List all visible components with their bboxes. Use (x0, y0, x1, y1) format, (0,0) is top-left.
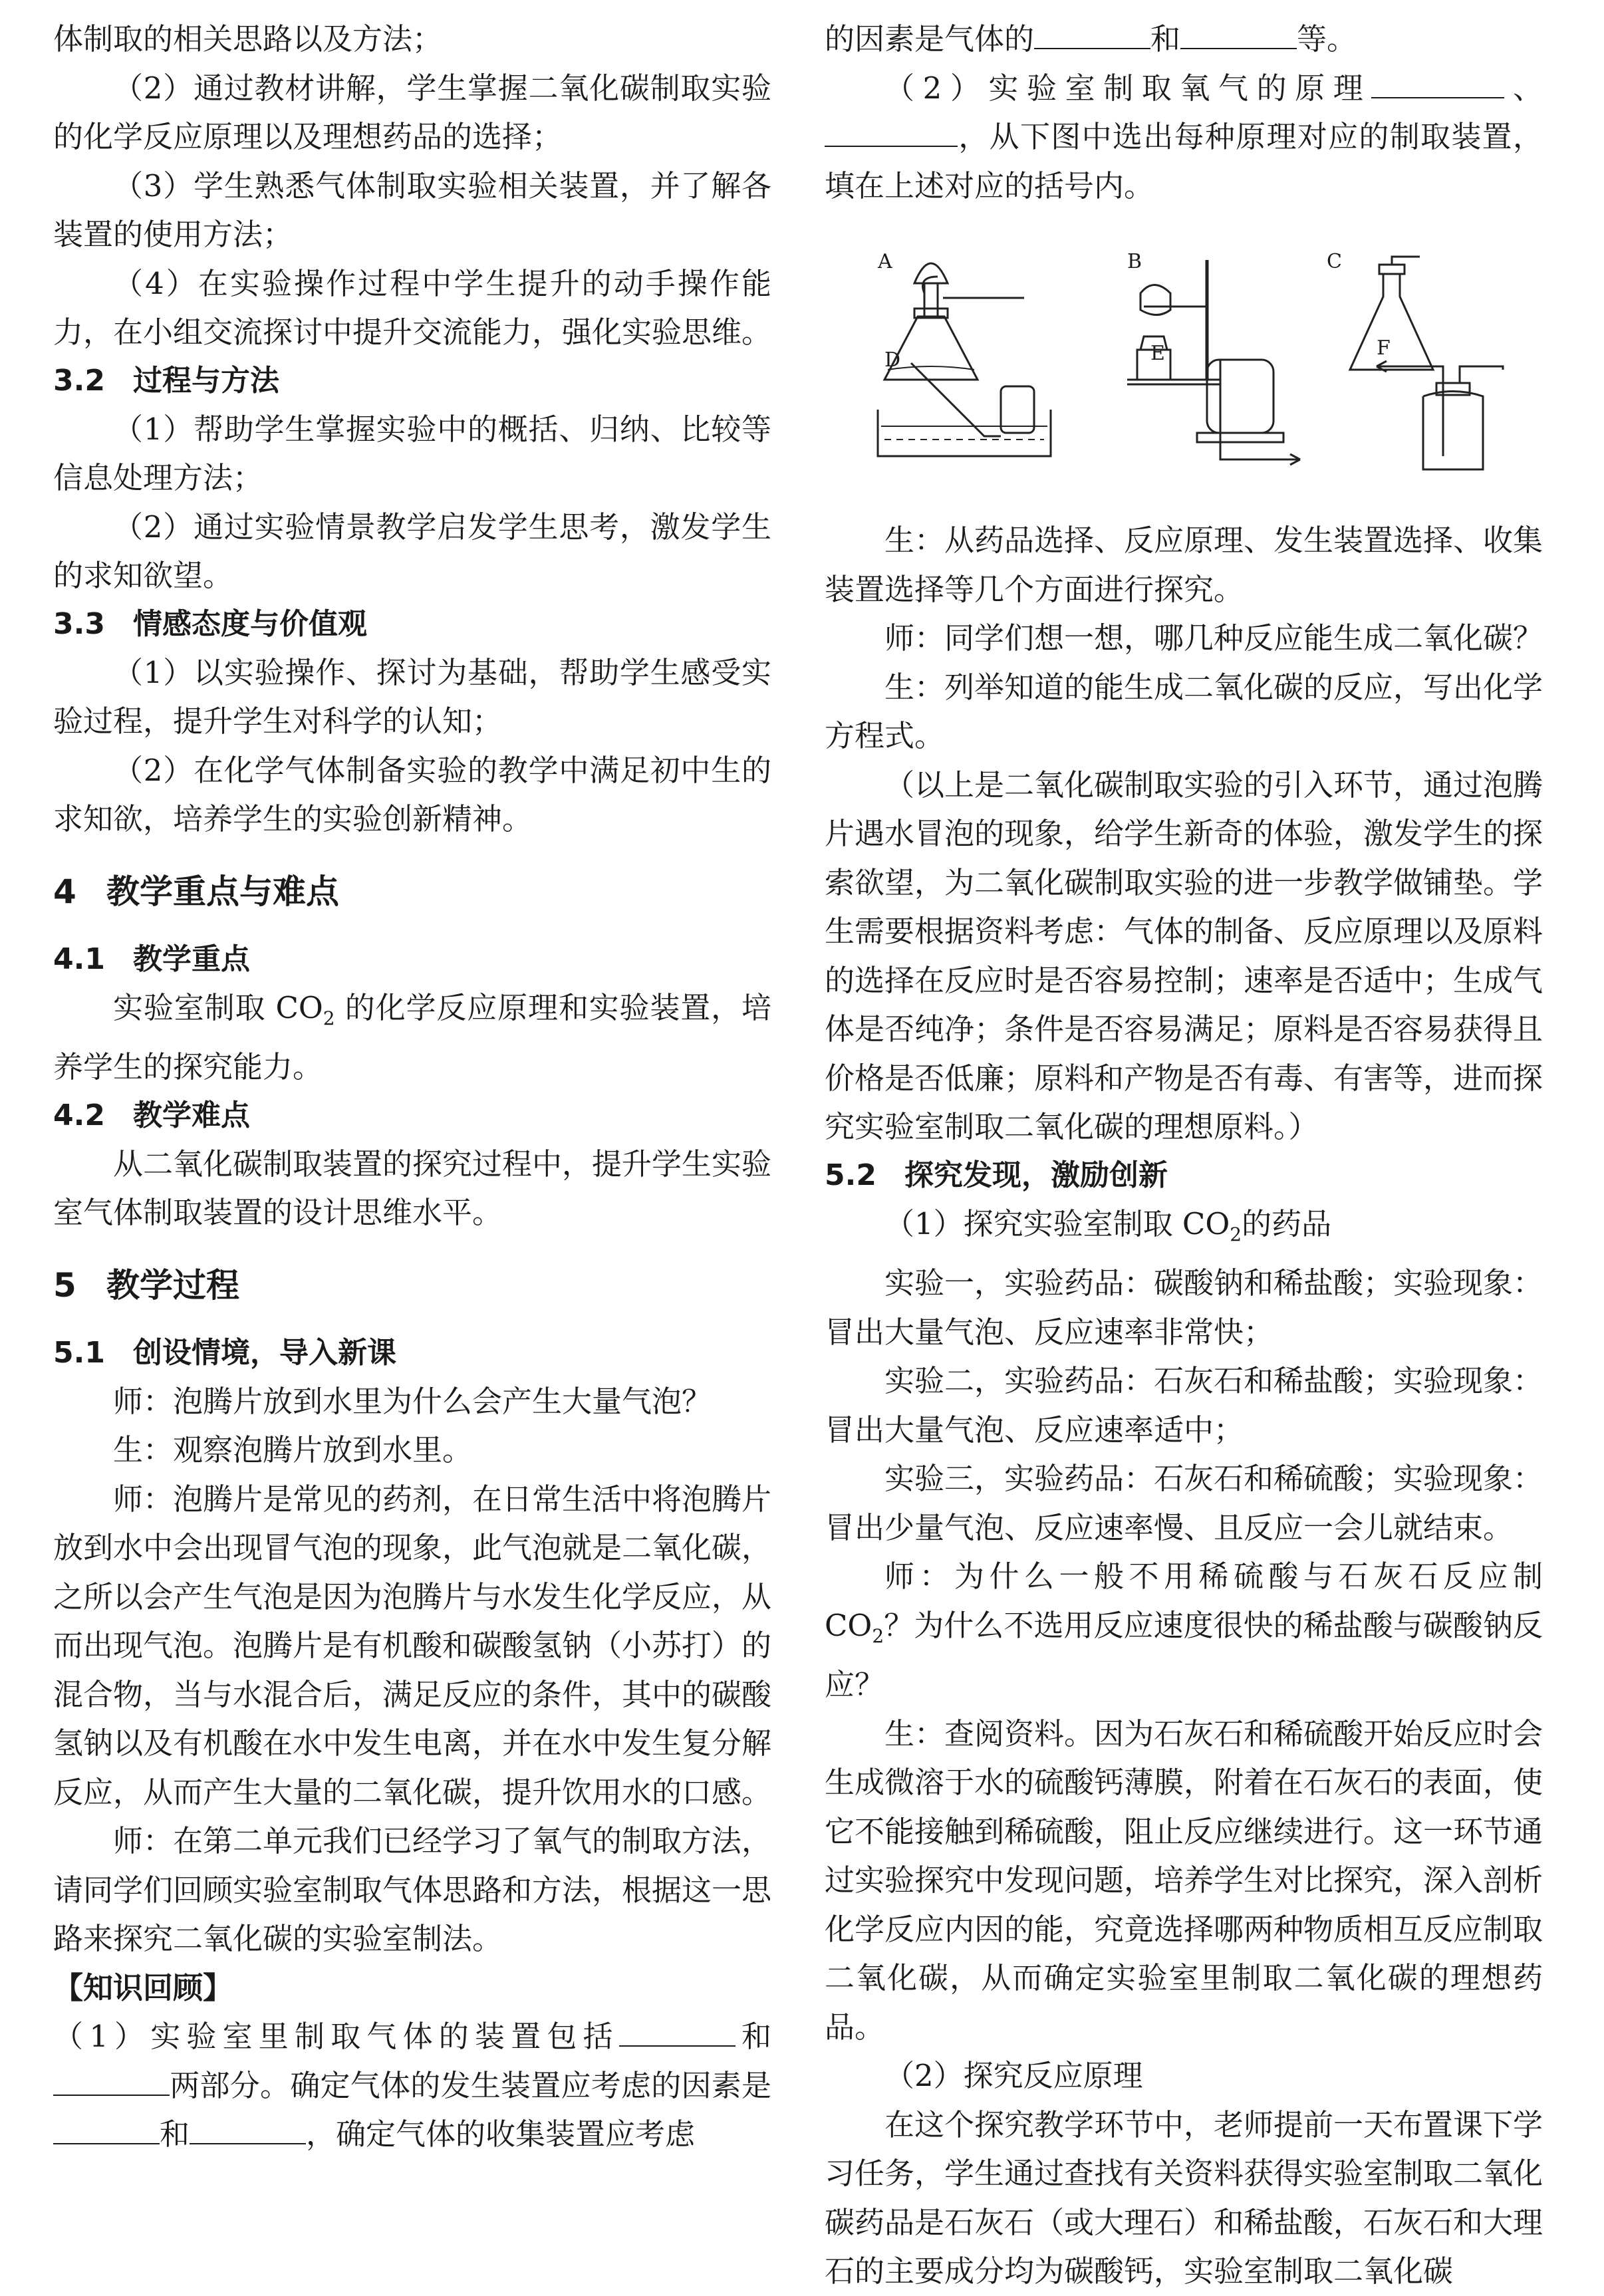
paragraph: （2）通过教材讲解，学生掌握二氧化碳制取实验的化学反应原理以及理想药品的选择； (53, 70, 771, 154)
figure-label-b: B (1127, 250, 1142, 273)
figure-label-c: C (1327, 250, 1342, 273)
paragraph: （3）学生熟悉气体制取实验相关装置，并了解各装置的使用方法； (53, 168, 771, 252)
paragraph: 师：泡腾片放到水里为什么会产生大量气泡？ (113, 1383, 712, 1419)
apparatus-d-icon (878, 363, 1051, 456)
paragraph: 师：同学们想一想，哪几种反应能生成二氧化碳？ (884, 620, 1543, 656)
paragraph: 从二氧化碳制取装置的探究过程中，提升学生实验室气体制取装置的设计思维水平。 (53, 1146, 772, 1230)
apparatus-drawing (825, 237, 1543, 503)
paragraph: 实验室制取 $CO_2$ 的化学反应原理和实验装置，培养学生的探究能力。 (53, 989, 771, 1084)
paragraph: 生：观察泡腾片放到水里。 (113, 1432, 473, 1467)
paragraph: （2）实验室制取氧气的原理 、，从下图中选出每种原理对应的制取装置，填在上述对应的括号内。 (825, 64, 1543, 211)
review-question-1: （1）实验室里制取气体的装置包括 和两部分。确定气体的发生装置应考虑的因素是和 ，确定气体的收集装置应考虑 (53, 2012, 771, 2159)
figure-label-e: E (1150, 342, 1165, 365)
paragraph: 实验三，实验药品：石灰石和稀硫酸；实验现象：冒出少量气泡、反应速率慢、且反应一会儿就结束。 (825, 1461, 1543, 1545)
paragraph: 体制取的相关思路以及方法； (53, 21, 443, 57)
paragraph: 生：查阅资料。因为石灰石和稀硫酸开始反应时会生成微溶于水的硫酸钙薄膜，附着在石灰石的表面，使它不能接触到稀硫酸，阻止反应继续进行。这一环节通过实验探究中发现问题，培养学生对比探究，深入剖析化学反应内因的能，究竟选择哪两种物质相互反应制取二氧化碳，从而确定实验室里制取二氧化碳的理想药品。 (825, 1716, 1543, 2045)
paragraph: 师：为什么一般不用稀硫酸与石灰石反应制 $CO_2$？为什么不选用反应速度很快的稀盐酸与碳酸钠反应？ (825, 1559, 1543, 1702)
paragraph: （1）帮助学生掌握实验中的概括、归纳、比较等信息处理方法； (53, 411, 771, 495)
section-heading-4: 4 教学重点与难点 (53, 872, 339, 911)
answer-blank[interactable] (1371, 64, 1504, 98)
paragraph: （2）探究反应原理 (884, 2058, 1143, 2093)
paragraph: 实验一，实验药品：碳酸钠和稀盐酸；实验现象：冒出大量气泡、反应速率非常快； (825, 1265, 1543, 1350)
answer-blank[interactable] (53, 2110, 160, 2144)
paragraph: （以上是二氧化碳制取实验的引入环节，通过泡腾片遇水冒泡的现象，给学生新奇的体验，激发学生的探索欲望，为二氧化碳制取实验的进一步教学做铺垫。学生需要根据资料考虑：气体的制备、反应原理以及原料的选择在反应时是否容易控制；速率是否适中；生成气体是否纯净；条件是否容易满足；原料是否容易获得且价格是否低廉；原料和产物是否有毒、有害等，进而探究实验室制取二氧化碳的理想原料。） (825, 767, 1543, 1144)
section-heading-5: 5 教学过程 (53, 1265, 239, 1305)
section-heading-5-1: 5.1 创设情境，导入新课 (53, 1335, 396, 1370)
answer-blank[interactable] (619, 2012, 735, 2047)
apparatus-figure (825, 237, 1543, 503)
apparatus-b-icon (1127, 260, 1220, 384)
left-column (53, 15, 771, 2159)
answer-blank[interactable] (53, 2061, 170, 2096)
apparatus-a-icon (884, 263, 1024, 380)
answer-blank[interactable] (825, 112, 958, 147)
paragraph: （2）在化学气体制备实验的教学中满足初中生的求知欲，培养学生的实验创新精神。 (53, 752, 771, 836)
answer-blank[interactable] (1034, 15, 1150, 49)
paragraph: 生：列举知道的能生成二氧化碳的反应，写出化学方程式。 (825, 669, 1543, 753)
paragraph: （4）在实验操作过程中学生提升的动手操作能力，在小组交流探讨中提升交流能力，强化实验思维。 (53, 265, 772, 350)
section-heading-3-3: 3.3 情感态度与价值观 (53, 606, 367, 641)
paragraph: 的因素是气体的 和 等。 (825, 15, 1543, 64)
figure-label-a: A (878, 250, 892, 273)
apparatus-e-icon (1197, 360, 1300, 465)
figure-label-d: D (884, 348, 901, 372)
paragraph: （1）以实验操作、探讨为基础，帮助学生感受实验过程，提升学生对科学的认知； (53, 654, 771, 739)
paragraph: 师：在第二单元我们已经学习了氧气的制取方法，请同学们回顾实验室制取气体思路和方法，根据这一思路来探究二氧化碳的实验室制法。 (53, 1823, 772, 1956)
paragraph: 生：从药品选择、反应原理、发生装置选择、收集装置选择等几个方面进行探究。 (825, 523, 1543, 607)
section-heading-4-1: 4.1 教学重点 (53, 942, 250, 976)
answer-blank[interactable] (1180, 15, 1297, 49)
answer-blank[interactable] (190, 2110, 306, 2144)
paragraph: （2）通过实验情景教学启发学生思考，激发学生的求知欲望。 (53, 509, 771, 593)
apparatus-c-icon (1350, 257, 1433, 370)
right-column (825, 15, 1543, 2296)
section-heading-5-2: 5.2 探究发现，激励创新 (825, 1158, 1168, 1192)
figure-label-f: F (1377, 336, 1391, 360)
section-heading-3-2: 3.2 过程与方法 (53, 363, 279, 398)
paragraph: 师：泡腾片是常见的药剂，在日常生活中将泡腾片放到水中会出现冒气泡的现象，此气泡就是二氧化碳，之所以会产生气泡是因为泡腾片与水发生化学反应，从而出现气泡。泡腾片是有机酸和碳酸氢钠（小苏打）的混合物，当与水混合后，满足反应的条件，其中的碳酸氢钠以及有机酸在水中发生电离，并在水中发生复分解反应，从而产生大量的二氧化碳，提升饮用水的口感。 (53, 1481, 772, 1810)
paragraph: 实验二，实验药品：石灰石和稀盐酸；实验现象：冒出大量气泡、反应速率适中； (825, 1363, 1543, 1448)
paragraph: 在这个探究教学环节中，老师提前一天布置课下学习任务，学生通过查找有关资料获得实验室制取二氧化碳药品是石灰石（或大理石）和稀盐酸，石灰石和大理石的主要成分均为碳酸钙，实验室制取二氧化碳 (825, 2106, 1543, 2289)
review-heading: 【知识回顾】 (53, 1970, 233, 2005)
apparatus-f-icon (1377, 361, 1503, 469)
paragraph: （1）探究实验室制取 $CO_2$的药品 (884, 1206, 1332, 1245)
section-heading-4-2: 4.2 教学难点 (53, 1098, 250, 1132)
